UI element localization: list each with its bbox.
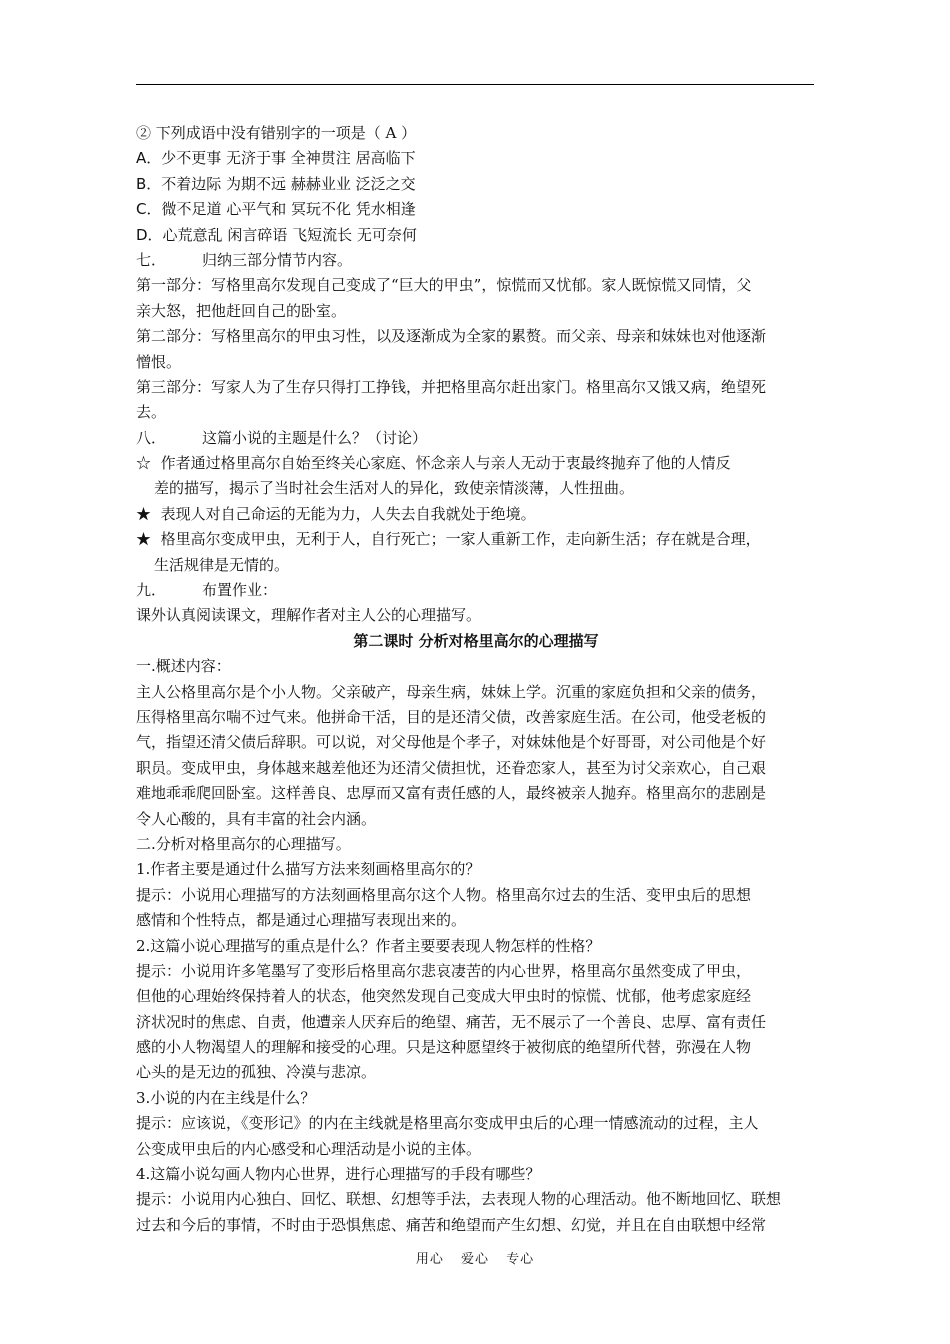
- paragraph-line: 令人心酸的，具有丰富的社会内涵。: [136, 809, 377, 828]
- paragraph-line: 难地乖乖爬回卧室。这样善良、忠厚而又富有责任感的人，最终被亲人抛弃。格里高尔的悲剧是: [136, 784, 767, 803]
- paragraph-line: 第一部分：写格里高尔发现自己变成了“巨大的甲虫”，惊慌而又忧郁。家人既惊慌又同情，父: [136, 276, 752, 295]
- paragraph-line: 亲大怒，把他赶回自己的卧室。: [136, 301, 347, 320]
- lesson-title: 第二课时 分析对格里高尔的心理描写: [353, 631, 599, 650]
- paragraph-line: 主人公格里高尔是个小人物。父亲破产，母亲生病，妹妹上学。沉重的家庭负担和父亲的债务，: [136, 682, 767, 701]
- answer-line: 感情和个性特点，都是通过心理描写表现出来的。: [136, 911, 467, 930]
- theme-item: [136, 527, 816, 552]
- paragraph-line: 第二部分：写格里高尔的甲虫习性，以及逐渐成为全家的累赘。而父亲、母亲和妹妹也对他逐渐: [136, 327, 767, 346]
- star-filled-icon: ★: [136, 530, 152, 549]
- star-filled-icon: ★: [136, 504, 152, 523]
- question-3: 3.小说的内在主线是什么？: [136, 1088, 316, 1107]
- answer-line: 过去和今后的事情，不时由于恐惧焦虑、痛苦和绝望而产生幻想、幻觉，并且在自由联想中经常: [136, 1215, 767, 1234]
- theme-text: 格里高尔变成甲虫，无利于人，自行死亡；一家人重新工作，走向新生活；存在就是合理，: [160, 530, 761, 549]
- section-title: 这篇小说的主题是什么？（讨论）: [202, 428, 428, 447]
- section-heading-8: [136, 426, 816, 451]
- section-number: 七．: [136, 250, 167, 269]
- question-1: 1.作者主要是通过什么描写方法来刻画格里高尔的？: [136, 860, 481, 879]
- option-b: B．不着边际 为期不远 赫赫业业 泛泛之交: [136, 174, 416, 193]
- star-outline-icon: ☆: [136, 454, 152, 473]
- answer-line: 心头的是无边的孤独、冷漠与悲凉。: [136, 1063, 377, 1082]
- theme-item-cont: [136, 553, 816, 578]
- question-2: 2.这篇小说心理描写的重点是什么？作者主要要表现人物怎样的性格？: [136, 936, 601, 955]
- section-number: 九．: [136, 581, 167, 600]
- answer-line: 提示：小说用心理描写的方法刻画格里高尔这个人物。格里高尔过去的生活、变甲虫后的思想: [136, 885, 752, 904]
- paragraph-line: 第三部分：写家人为了生存只得打工挣钱，并把格里高尔赶出家门。格里高尔又饿又病，绝望死: [136, 377, 767, 396]
- option-c: C．微不足道 心平气和 冥玩不化 凭水相逢: [136, 200, 416, 219]
- section-heading-7: [136, 248, 816, 273]
- footer-word: 专心: [506, 1252, 535, 1267]
- question-4: 4.这篇小说勾画人物内心世界，进行心理描写的手段有哪些？: [136, 1165, 541, 1184]
- answer-line: 济状况时的焦虑、自责，他遭亲人厌弃后的绝望、痛苦，无不展示了一个善良、忠厚、富有责任: [136, 1012, 767, 1031]
- homework-text: 课外认真阅读课文，理解作者对主人公的心理描写。: [136, 606, 482, 625]
- section-heading-9: [136, 578, 816, 603]
- option-d: D．心荒意乱 闲言碎语 飞短流长 无可奈何: [136, 225, 417, 244]
- paragraph-line: 职员。变成甲虫，身体越来越差他还为还清父债担忧，还眷恋家人，甚至为讨父亲欢心，自己艰: [136, 758, 767, 777]
- paragraph-line: 憎恨。: [136, 352, 182, 371]
- theme-text: 差的描写，揭示了当时社会生活对人的异化，致使亲情淡薄，人性扭曲。: [154, 479, 635, 498]
- answer-line: 公变成甲虫后的内心感受和心理活动是小说的主体。: [136, 1139, 482, 1158]
- section-title: 归纳三部分情节内容。: [202, 250, 353, 269]
- theme-text: 作者通过格里高尔自始至终关心家庭、怀念亲人与亲人无动于衷最终抛弃了他的人情反: [160, 454, 731, 473]
- theme-text: 表现人对自己命运的无能为力，人失去自我就处于绝境。: [160, 504, 536, 523]
- section-title: 布置作业：: [202, 581, 278, 600]
- section-number: 八．: [136, 428, 167, 447]
- part-heading: 二.分析对格里高尔的心理描写。: [136, 834, 351, 853]
- paragraph-line: 压得格里高尔喘不过气来。他拼命干活，目的是还清父债，改善家庭生活。在公司，他受老板的: [136, 707, 767, 726]
- footer-word: 用心: [415, 1252, 444, 1267]
- answer-line: 提示：应该说，《变形记》的内在主线就是格里高尔变成甲虫后的心理一情感流动的过程，主人: [136, 1114, 759, 1133]
- answer-line: 提示：小说用内心独白、回忆、联想、幻想等手法，去表现人物的心理活动。他不断地回忆、联想: [136, 1190, 782, 1209]
- question-stem: ② 下列成语中没有错别字的一项是（ A ）: [136, 124, 417, 142]
- footer-word: 爱心: [460, 1252, 489, 1267]
- option-a: A．少不更事 无济于事 全神贯注 居高临下: [136, 149, 416, 168]
- answer-line: 提示：小说用许多笔墨写了变形后格里高尔悲哀凄苦的内心世界，格里高尔虽然变成了甲虫，: [136, 961, 752, 980]
- theme-item: [136, 451, 816, 476]
- paragraph-line: 去。: [136, 403, 167, 422]
- document-body: [136, 121, 816, 1238]
- page-footer: [0, 1248, 950, 1267]
- header-rule: [136, 84, 814, 85]
- answer-line: 感的小人物渴望人的理解和接受的心理。只是这种愿望终于被彻底的绝望所代替，弥漫在人物: [136, 1038, 752, 1057]
- paragraph-line: 气，指望还清父债后辞职。可以说，对父母他是个孝子，对妹妹他是个好哥哥，对公司他是个好: [136, 733, 767, 752]
- answer-line: 但他的心理始终保持着人的状态，他突然发现自己变成大甲虫时的惊慌、忧郁，他考虑家庭经: [136, 987, 752, 1006]
- part-heading: 一.概述内容：: [136, 657, 231, 676]
- theme-item-cont: [136, 476, 816, 501]
- theme-text: 生活规律是无情的。: [154, 555, 290, 574]
- theme-item: [136, 502, 816, 527]
